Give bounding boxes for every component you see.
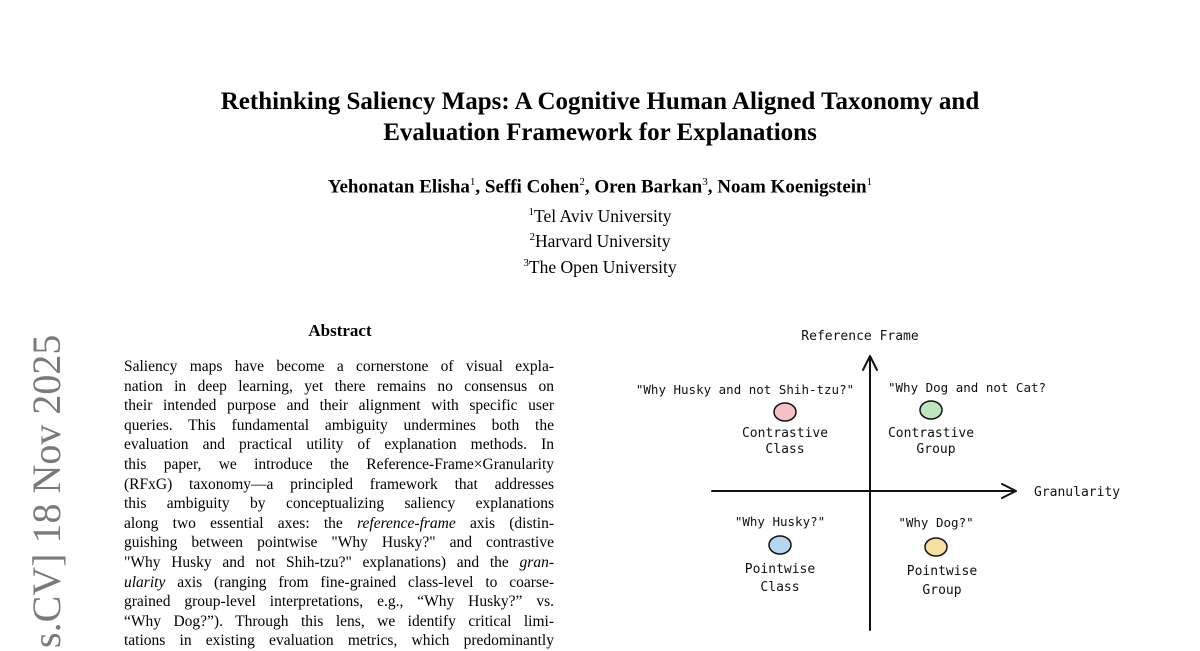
quadrant-label: Class bbox=[765, 442, 805, 457]
abstract-line: ularity axis (ranging from fine-grained class-level to coarse- bbox=[124, 573, 554, 591]
affiliation-list bbox=[0, 202, 1200, 278]
affiliation: $^3$The Open University bbox=[523, 256, 677, 277]
author-affiliation-mark: 2 bbox=[579, 176, 585, 188]
quadrant-label: Pointwise bbox=[906, 564, 978, 579]
abstract-line: “Why Dog?”). Through this lens, we identify critical limi- bbox=[124, 612, 554, 630]
paper-title bbox=[0, 86, 1200, 148]
abstract-line: Saliency maps have become a cornerstone of visual expla- bbox=[124, 358, 554, 375]
abstract-line: evaluation and practical utility of explanation methods. In bbox=[124, 436, 554, 454]
abstract-line: this ambiguity by conceptualizing saliency explanations bbox=[124, 495, 554, 513]
y-axis-label: Reference Frame bbox=[801, 329, 919, 344]
author-affiliation-mark: 1 bbox=[866, 176, 873, 188]
abstract-line: queries. This fundamental ambiguity undermines both the bbox=[124, 416, 554, 434]
author-name: Oren Barkan bbox=[594, 176, 703, 198]
abstract-line: (RFxG) taxonomy—a principled framework that addresses bbox=[124, 475, 554, 493]
arxiv-stamp: s.CV] 18 Nov 2025 bbox=[24, 334, 69, 648]
x-axis-label: Granularity bbox=[1034, 485, 1120, 500]
author-name: Seffi Cohen bbox=[484, 176, 580, 198]
affiliation: $^2$Harvard University bbox=[529, 231, 671, 252]
author-affiliation-mark: 3 bbox=[702, 176, 708, 188]
quadrant-marker bbox=[920, 401, 942, 419]
abstract-line: tations in existing evaluation metrics, which predominantly bbox=[124, 632, 554, 650]
title-line-1: Rethinking Saliency Maps: A Cognitive Human Aligned Taxonomy and bbox=[220, 88, 980, 115]
abstract-line: their intended purpose and their alignment with specific user bbox=[124, 397, 554, 415]
quadrant-marker bbox=[925, 538, 947, 556]
quadrant-question: "Why Husky and not Shih-tzu?" bbox=[635, 382, 855, 397]
quadrant-marker bbox=[774, 403, 796, 421]
abstract-heading: Abstract bbox=[308, 321, 372, 340]
abstract-line: grained group-level interpretations, e.g., “Why Husky?” vs. bbox=[124, 593, 554, 611]
title-line-2: Evaluation Framework for Explanations bbox=[383, 119, 817, 146]
rfxg-taxonomy-figure bbox=[620, 318, 1120, 638]
author-list: Yehonatan Elisha$^1$, Seffi Cohen$^2$, Oren Barkan$^3$, Noam Koenigstein$^1$ bbox=[327, 176, 873, 198]
quadrant-marker bbox=[769, 536, 791, 554]
abstract-body bbox=[124, 357, 554, 651]
quadrant-label: Pointwise bbox=[744, 562, 816, 577]
affiliation: $^1$Tel Aviv University bbox=[528, 205, 672, 226]
author-name: Yehonatan Elisha bbox=[327, 176, 470, 198]
abstract-line: this paper, we introduce the Reference-Frame×Granularity bbox=[124, 455, 554, 473]
quadrant-label: Contrastive bbox=[741, 426, 829, 441]
quadrant-question: "Why Dog and not Cat? bbox=[888, 380, 1047, 395]
quadrant-question: "Why Husky?" bbox=[734, 514, 826, 529]
quadrant-label: Contrastive bbox=[887, 426, 975, 441]
abstract-line: "Why Husky and not Shih-tzu?" explanations) and the gran- bbox=[124, 553, 554, 571]
quadrant-label: Class bbox=[760, 580, 800, 595]
abstract-line: guishing between pointwise "Why Husky?" and contrastive bbox=[124, 534, 554, 552]
abstract-line: along two essential axes: the reference-frame axis (distin- bbox=[124, 514, 554, 532]
abstract-line: nation in deep learning, yet there remains no consensus on bbox=[124, 377, 554, 395]
quadrant-label: Group bbox=[922, 583, 962, 598]
author-name: Noam Koenigstein bbox=[717, 176, 867, 198]
quadrant-question: "Why Dog?" bbox=[898, 515, 974, 530]
quadrant-label: Group bbox=[916, 442, 956, 457]
author-affiliation-mark: 1 bbox=[469, 176, 476, 188]
